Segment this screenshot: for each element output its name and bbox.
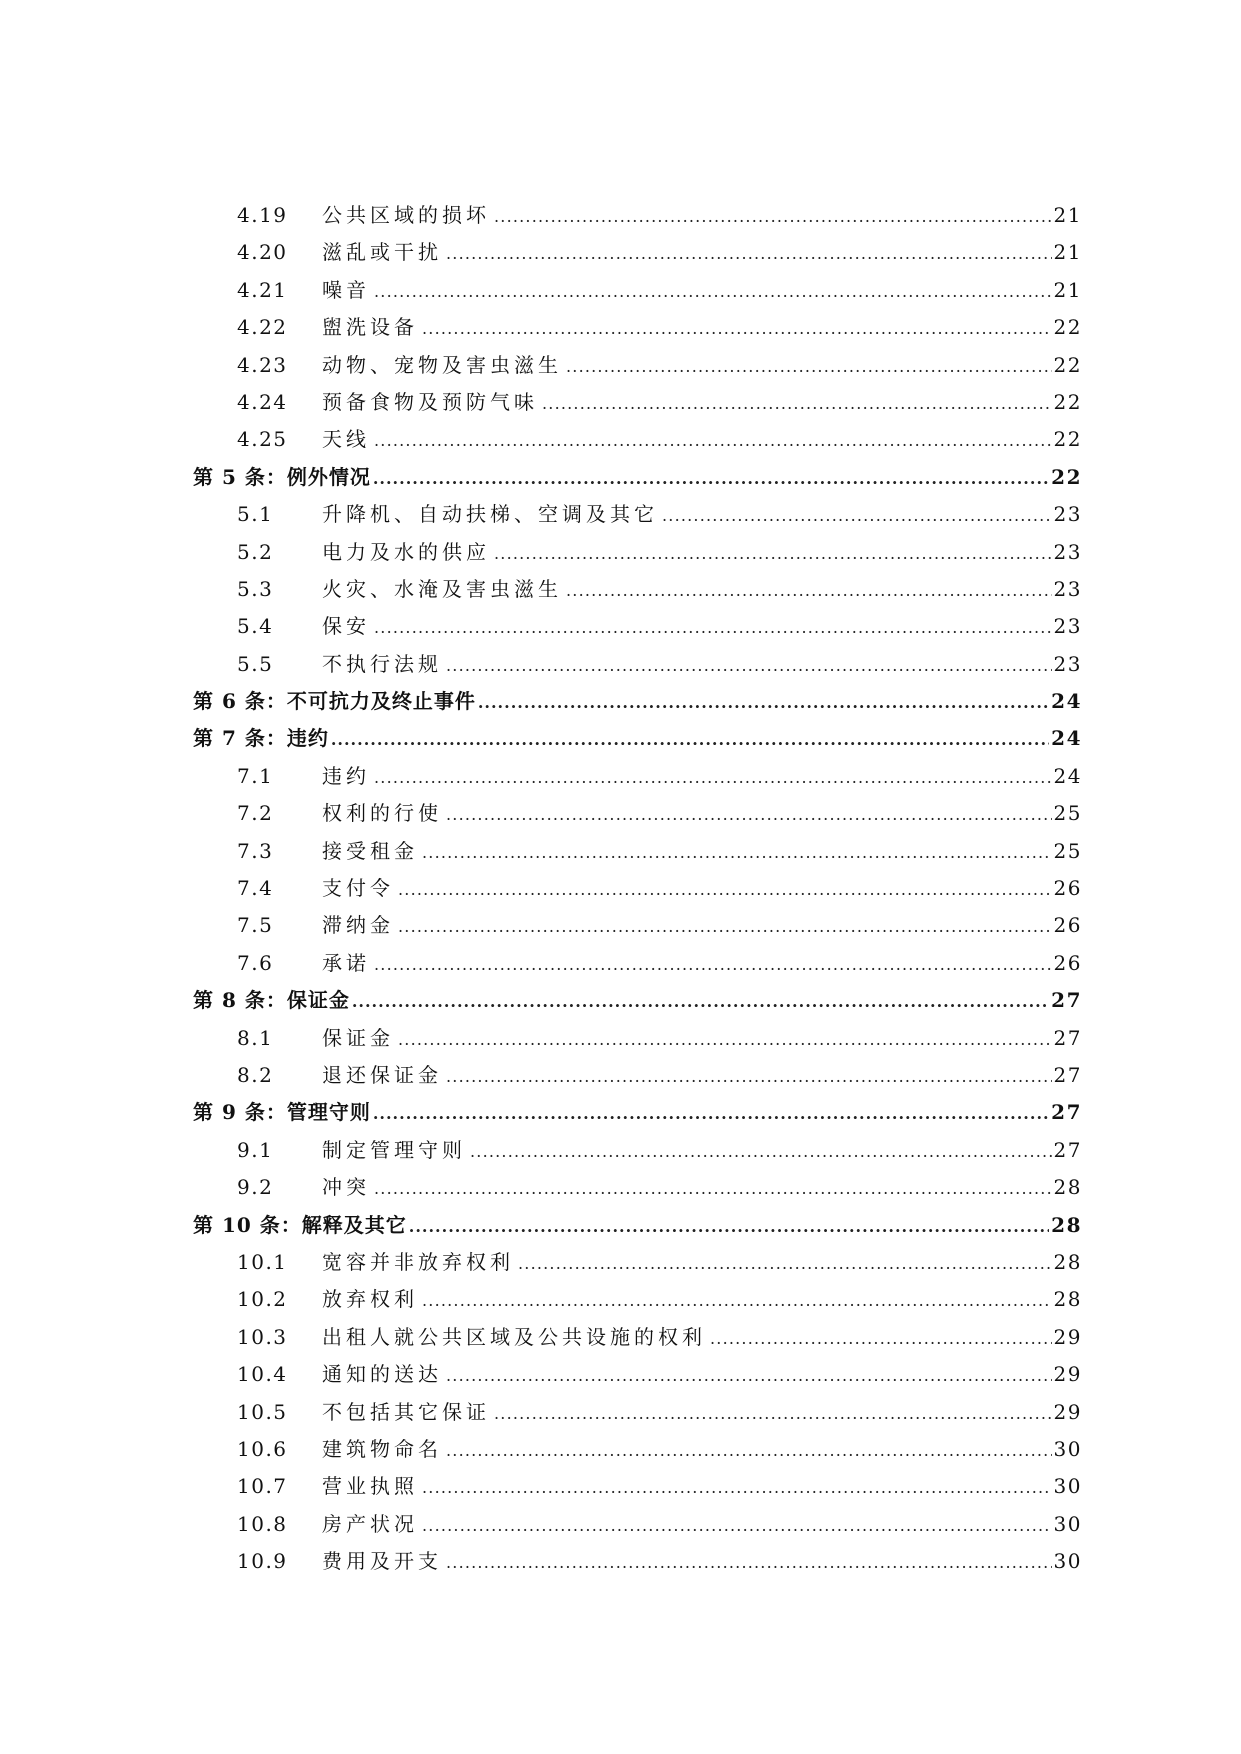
toc-entry-number: 4.22 xyxy=(237,315,288,340)
toc-entry-title: 预备食物及预防气味 xyxy=(322,389,538,414)
toc-entry-number: 4.25 xyxy=(237,427,288,452)
toc-entry-title: 费用及开支 xyxy=(322,1549,442,1574)
toc-page-number: 24 xyxy=(1051,726,1082,751)
toc-entry-number: 10.5 xyxy=(237,1399,288,1424)
toc-heading-label: 第 8 条：保证金 xyxy=(193,988,350,1013)
dot-leader xyxy=(446,1544,1052,1581)
toc-page-number: 22 xyxy=(1051,464,1082,489)
dot-leader xyxy=(422,1469,1052,1506)
toc-entry-row[interactable] xyxy=(215,1169,1082,1206)
toc-page-number: 21 xyxy=(1053,277,1082,302)
toc-page-number: 22 xyxy=(1053,427,1082,452)
toc-heading-row[interactable] xyxy=(193,1094,1082,1131)
toc-page-number: 25 xyxy=(1053,838,1082,863)
toc-page-number: 23 xyxy=(1053,614,1082,639)
toc-page-number: 28 xyxy=(1053,1249,1082,1274)
toc-entry-row[interactable] xyxy=(215,833,1082,870)
toc-heading-label: 第 7 条：违约 xyxy=(193,726,329,751)
toc-entry-row[interactable] xyxy=(215,870,1082,907)
toc-entry-number: 5.4 xyxy=(237,614,274,639)
toc-entry-row[interactable] xyxy=(215,309,1082,346)
toc-entry-number: 7.4 xyxy=(237,876,274,901)
toc-entry-title: 动物、宠物及害虫滋生 xyxy=(322,352,562,377)
toc-entry-row[interactable] xyxy=(215,1468,1082,1505)
dot-leader xyxy=(494,1395,1052,1432)
dot-leader xyxy=(398,1021,1052,1058)
toc-entry-number: 10.9 xyxy=(237,1549,288,1574)
toc-heading-row[interactable] xyxy=(193,982,1082,1019)
toc-entry-title: 不包括其它保证 xyxy=(322,1399,490,1424)
toc-entry-number: 8.1 xyxy=(237,1025,274,1050)
toc-entry-title: 保证金 xyxy=(322,1025,394,1050)
toc-page-number: 27 xyxy=(1053,1025,1082,1050)
toc-page-number: 24 xyxy=(1053,763,1082,788)
toc-page-number: 22 xyxy=(1053,389,1082,414)
dot-leader xyxy=(422,310,1052,347)
toc-entry-number: 5.1 xyxy=(237,502,274,527)
toc-page-number: 23 xyxy=(1053,576,1082,601)
toc-entry-row[interactable] xyxy=(215,945,1082,982)
dot-leader xyxy=(374,1170,1052,1207)
dot-leader xyxy=(478,684,1049,721)
dot-leader xyxy=(446,1357,1052,1394)
toc-entry-number: 4.20 xyxy=(237,240,288,265)
dot-leader xyxy=(352,983,1049,1020)
toc-entry-row[interactable] xyxy=(215,234,1082,271)
dot-leader xyxy=(373,1095,1049,1132)
toc-page-number: 30 xyxy=(1053,1549,1082,1574)
toc-entry-number: 7.5 xyxy=(237,913,274,938)
dot-leader xyxy=(446,235,1052,272)
toc-entry-row[interactable] xyxy=(215,1057,1082,1094)
dot-leader xyxy=(446,647,1052,684)
dot-leader xyxy=(374,609,1052,646)
toc-entry-row[interactable] xyxy=(215,197,1082,234)
toc-entry-number: 5.3 xyxy=(237,576,274,601)
toc-page-number: 26 xyxy=(1053,913,1082,938)
toc-page-number: 29 xyxy=(1053,1362,1082,1387)
dot-leader xyxy=(566,348,1052,385)
toc-entry-number: 8.2 xyxy=(237,1062,274,1087)
toc-page-number: 28 xyxy=(1051,1212,1082,1237)
toc-page-number: 21 xyxy=(1053,203,1082,227)
toc-entry-number: 10.1 xyxy=(237,1249,288,1274)
dot-leader xyxy=(409,1208,1049,1245)
dot-leader xyxy=(422,834,1052,871)
toc-page-number: 28 xyxy=(1053,1175,1082,1200)
toc-page-number: 30 xyxy=(1053,1436,1082,1461)
toc-entry-title: 权利的行使 xyxy=(322,801,442,826)
toc-entry-row[interactable] xyxy=(215,496,1082,533)
toc-entry-title: 建筑物命名 xyxy=(322,1436,442,1461)
dot-leader xyxy=(470,1133,1052,1170)
toc-entry-row[interactable] xyxy=(215,421,1082,458)
toc-page-number: 30 xyxy=(1053,1474,1082,1499)
dot-leader xyxy=(566,572,1052,609)
dot-leader xyxy=(331,721,1049,758)
toc-entry-title: 支付令 xyxy=(322,876,394,901)
toc-page-number: 27 xyxy=(1051,988,1082,1013)
toc-entry-row[interactable] xyxy=(215,534,1082,571)
toc-entry-row[interactable] xyxy=(215,571,1082,608)
toc-page-number: 24 xyxy=(1051,689,1082,714)
toc-page-number: 23 xyxy=(1053,502,1082,527)
dot-leader xyxy=(446,796,1052,833)
toc-entry-title: 承诺 xyxy=(322,950,370,975)
toc-entry-number: 4.19 xyxy=(237,203,288,227)
toc-heading-label: 第 6 条：不可抗力及终止事件 xyxy=(193,689,476,714)
toc-entry-row[interactable] xyxy=(215,907,1082,944)
toc-heading-label: 第 10 条：解释及其它 xyxy=(193,1212,407,1237)
dot-leader xyxy=(374,273,1052,310)
toc-entry-title: 营业执照 xyxy=(322,1474,418,1499)
dot-leader xyxy=(494,535,1052,572)
dot-leader xyxy=(518,1245,1052,1282)
toc-entry-title: 公共区域的损坏 xyxy=(322,203,490,227)
toc-entry-title: 保安 xyxy=(322,614,370,639)
dot-leader xyxy=(710,1320,1052,1357)
toc-page-number: 21 xyxy=(1053,240,1082,265)
toc-entry-row[interactable] xyxy=(215,758,1082,795)
dot-leader xyxy=(374,422,1052,459)
toc-entry-title: 升降机、自动扶梯、空调及其它 xyxy=(322,502,658,527)
toc-entry-number: 10.6 xyxy=(237,1436,288,1461)
toc-entry-number: 10.2 xyxy=(237,1287,288,1312)
dot-leader xyxy=(446,1058,1052,1095)
toc-page-number: 28 xyxy=(1053,1287,1082,1312)
toc-entry-title: 放弃权利 xyxy=(322,1287,418,1312)
toc-entry-row[interactable] xyxy=(215,1319,1082,1356)
toc-entry-title: 退还保证金 xyxy=(322,1062,442,1087)
toc-entry-number: 7.1 xyxy=(237,763,274,788)
toc-entry-title: 天线 xyxy=(322,427,370,452)
dot-leader xyxy=(398,871,1052,908)
toc-heading-label: 第 5 条：例外情况 xyxy=(193,464,371,489)
toc-entry-number: 10.4 xyxy=(237,1362,288,1387)
toc-page-number: 23 xyxy=(1053,539,1082,564)
toc-heading-label: 第 9 条：管理守则 xyxy=(193,1100,371,1125)
toc-entry-title: 冲突 xyxy=(322,1175,370,1200)
toc-page-number: 29 xyxy=(1053,1324,1082,1349)
toc-heading-row[interactable] xyxy=(193,459,1082,496)
dot-leader xyxy=(662,497,1052,534)
toc-entry-title: 噪音 xyxy=(322,277,370,302)
toc-entry-row[interactable] xyxy=(215,1132,1082,1169)
dot-leader xyxy=(373,460,1049,497)
toc-entry-number: 5.5 xyxy=(237,651,274,676)
toc-entry-title: 不执行法规 xyxy=(322,651,442,676)
dot-leader xyxy=(542,385,1052,422)
toc-entry-number: 7.3 xyxy=(237,838,274,863)
toc-entry-number: 4.24 xyxy=(237,389,288,414)
dot-leader xyxy=(494,198,1052,235)
toc-entry-row[interactable] xyxy=(215,795,1082,832)
toc-page-number: 25 xyxy=(1053,801,1082,826)
toc-entry-title: 违约 xyxy=(322,763,370,788)
dot-leader xyxy=(422,1507,1052,1544)
toc-entry-row[interactable] xyxy=(215,1543,1082,1580)
toc-entry-number: 10.3 xyxy=(237,1324,288,1349)
dot-leader xyxy=(374,946,1052,983)
dot-leader xyxy=(398,908,1052,945)
toc-entry-row[interactable] xyxy=(215,1020,1082,1057)
toc-entry-row[interactable] xyxy=(215,1244,1082,1281)
toc-page-number: 27 xyxy=(1053,1062,1082,1087)
toc-entry-number: 7.2 xyxy=(237,801,274,826)
toc-entry-title: 滋乱或干扰 xyxy=(322,240,442,265)
toc-entry-title: 通知的送达 xyxy=(322,1362,442,1387)
toc-entry-title: 房产状况 xyxy=(322,1511,418,1536)
toc-entry-number: 4.21 xyxy=(237,277,288,302)
toc-entry-title: 出租人就公共区域及公共设施的权利 xyxy=(322,1324,706,1349)
toc-entry-number: 9.1 xyxy=(237,1137,274,1162)
toc-entry-title: 宽容并非放弃权利 xyxy=(322,1249,514,1274)
toc-entry-number: 9.2 xyxy=(237,1175,274,1200)
toc-entry-title: 制定管理守则 xyxy=(322,1137,466,1162)
table-of-contents xyxy=(193,197,1082,1580)
toc-entry-row[interactable] xyxy=(215,347,1082,384)
toc-entry-title: 火灾、水淹及害虫滋生 xyxy=(322,576,562,601)
toc-entry-title: 电力及水的供应 xyxy=(322,539,490,564)
toc-entry-row[interactable] xyxy=(215,646,1082,683)
toc-entry-row[interactable] xyxy=(215,384,1082,421)
toc-entry-number: 10.7 xyxy=(237,1474,288,1499)
toc-page-number: 26 xyxy=(1053,876,1082,901)
toc-heading-row[interactable] xyxy=(193,720,1082,757)
toc-page-number: 26 xyxy=(1053,950,1082,975)
toc-page-number: 30 xyxy=(1053,1511,1082,1536)
toc-heading-row[interactable] xyxy=(193,683,1082,720)
toc-entry-number: 10.8 xyxy=(237,1511,288,1536)
toc-entry-row[interactable] xyxy=(215,1356,1082,1393)
toc-page-number: 22 xyxy=(1053,315,1082,340)
toc-entry-row[interactable] xyxy=(215,608,1082,645)
toc-entry-row[interactable] xyxy=(215,272,1082,309)
toc-page-number: 23 xyxy=(1053,651,1082,676)
toc-entry-row[interactable] xyxy=(215,1431,1082,1468)
toc-entry-row[interactable] xyxy=(215,1394,1082,1431)
toc-entry-number: 5.2 xyxy=(237,539,274,564)
toc-entry-row[interactable] xyxy=(215,1281,1082,1318)
toc-entry-number: 7.6 xyxy=(237,950,274,975)
toc-entry-number: 4.23 xyxy=(237,352,288,377)
toc-entry-title: 接受租金 xyxy=(322,838,418,863)
toc-page-number: 22 xyxy=(1053,352,1082,377)
dot-leader xyxy=(374,759,1052,796)
toc-heading-row[interactable] xyxy=(193,1207,1082,1244)
dot-leader xyxy=(422,1282,1052,1319)
toc-page-number: 27 xyxy=(1051,1100,1082,1125)
toc-page-number: 27 xyxy=(1053,1137,1082,1162)
toc-entry-row[interactable] xyxy=(215,1506,1082,1543)
dot-leader xyxy=(446,1432,1052,1469)
toc-entry-title: 盥洗设备 xyxy=(322,315,418,340)
toc-page-number: 29 xyxy=(1053,1399,1082,1424)
toc-entry-title: 滞纳金 xyxy=(322,913,394,938)
